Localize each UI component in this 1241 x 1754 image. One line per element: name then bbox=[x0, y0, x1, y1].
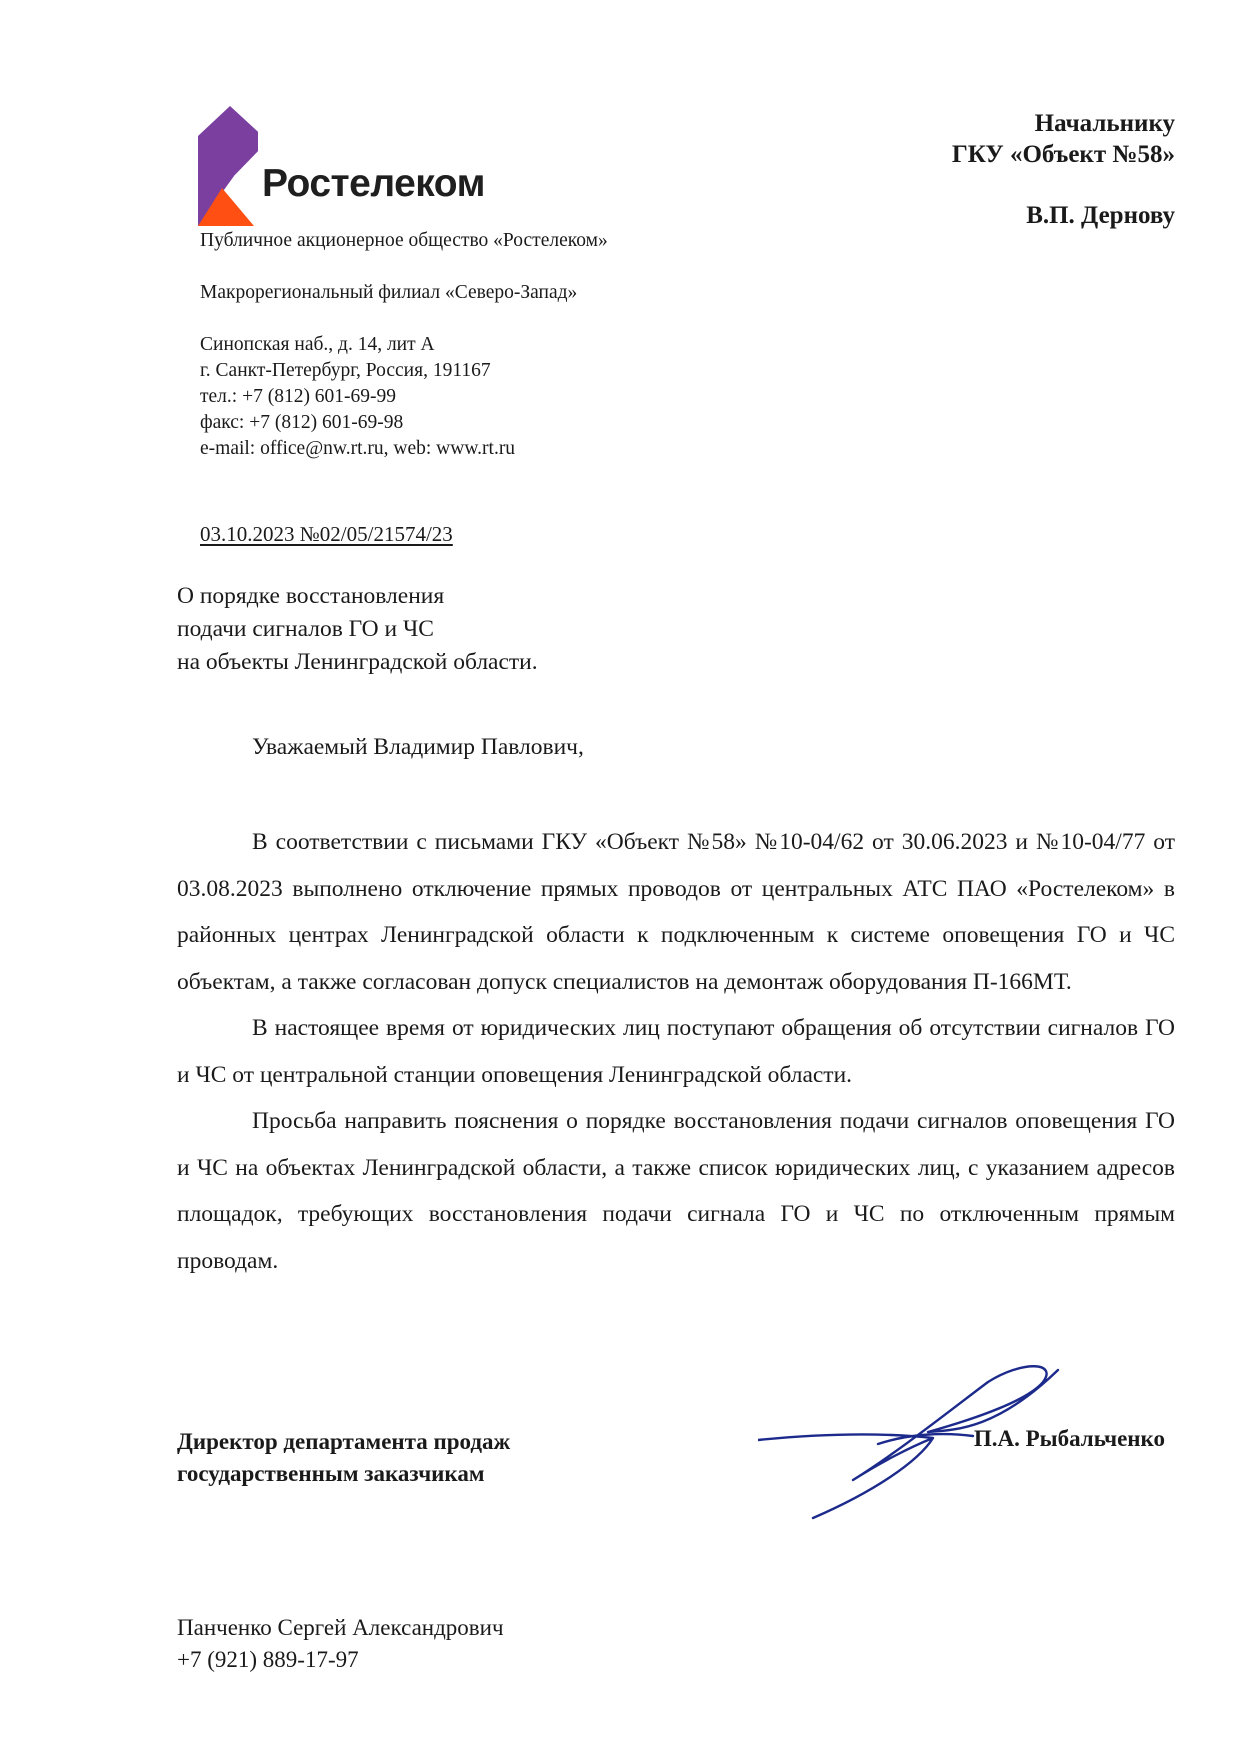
logo-wordmark: Ростелеком bbox=[262, 162, 485, 205]
signatory-title-line: Директор департамента продаж bbox=[177, 1429, 511, 1454]
subject-line: на объекты Ленинградской области. bbox=[177, 649, 538, 675]
greeting: Уважаемый Владимир Павлович, bbox=[252, 734, 584, 760]
sender-block bbox=[200, 228, 608, 462]
subject-line: О порядке восстановления bbox=[177, 583, 445, 609]
sender-phone: тел.: +7 (812) 601-69-99 bbox=[200, 386, 397, 407]
addressee-organization: ГКУ «Объект №58» bbox=[951, 141, 1175, 168]
sender-branch: Макрорегиональный филиал «Северо-Запад» bbox=[200, 282, 578, 303]
company-logo bbox=[198, 106, 528, 226]
sender-email-web: e-mail: office@nw.rt.ru, web: www.rt.ru bbox=[200, 438, 516, 459]
letter-body bbox=[177, 819, 1175, 1284]
signatory-title bbox=[177, 1426, 510, 1490]
sender-address-city: г. Санкт-Петербург, Россия, 191167 bbox=[200, 360, 491, 381]
signatory-name: П.А. Рыбальченко bbox=[973, 1426, 1165, 1451]
body-paragraph: Просьба направить пояснения о порядке восстановления подачи сигналов оповещения ГО и ЧС на объектах Ленинградской области, а также список юридических лиц, с указанием адресов площадок, требующих восстановления подачи сигнала ГО и ЧС по отключенным прямым проводам. bbox=[177, 1108, 1175, 1274]
signatory-title-line: государственным заказчикам bbox=[177, 1461, 485, 1486]
body-paragraph: В соответствии с письмами ГКУ «Объект №58» №10-04/62 от 30.06.2023 и №10-04/77 от 03.08.2023 выполнено отключение прямых проводов от центральных АТС ПАО «Ростелеком» в районных центрах Ленинградской области к подключенным к системе оповещения ГО и ЧС объектам, а также согласован допуск специалистов на демонтаж оборудования П-166МТ. bbox=[177, 829, 1175, 995]
sender-fax: факс: +7 (812) 601-69-98 bbox=[200, 412, 404, 433]
document-number: 03.10.2023 №02/05/21574/23 bbox=[200, 522, 453, 546]
letter-subject bbox=[177, 580, 538, 679]
subject-line: подачи сигналов ГО и ЧС bbox=[177, 616, 434, 642]
rostelecom-logo-icon bbox=[198, 106, 258, 226]
sender-address-street: Синопская наб., д. 14, лит А bbox=[200, 334, 435, 355]
body-paragraph: В настоящее время от юридических лиц поступают обращения об отсутствии сигналов ГО и ЧС от центральной станции оповещения Ленинградской области. bbox=[177, 1015, 1175, 1088]
contact-phone: +7 (921) 889-17-97 bbox=[177, 1647, 359, 1672]
contact-person bbox=[177, 1612, 504, 1676]
addressee-position: Начальнику bbox=[1034, 110, 1175, 137]
sender-company: Публичное акционерное общество «Ростелеком» bbox=[200, 230, 608, 251]
addressee-block bbox=[952, 108, 1175, 231]
contact-name: Панченко Сергей Александрович bbox=[177, 1615, 504, 1640]
addressee-name: В.П. Дернову bbox=[1026, 202, 1175, 229]
